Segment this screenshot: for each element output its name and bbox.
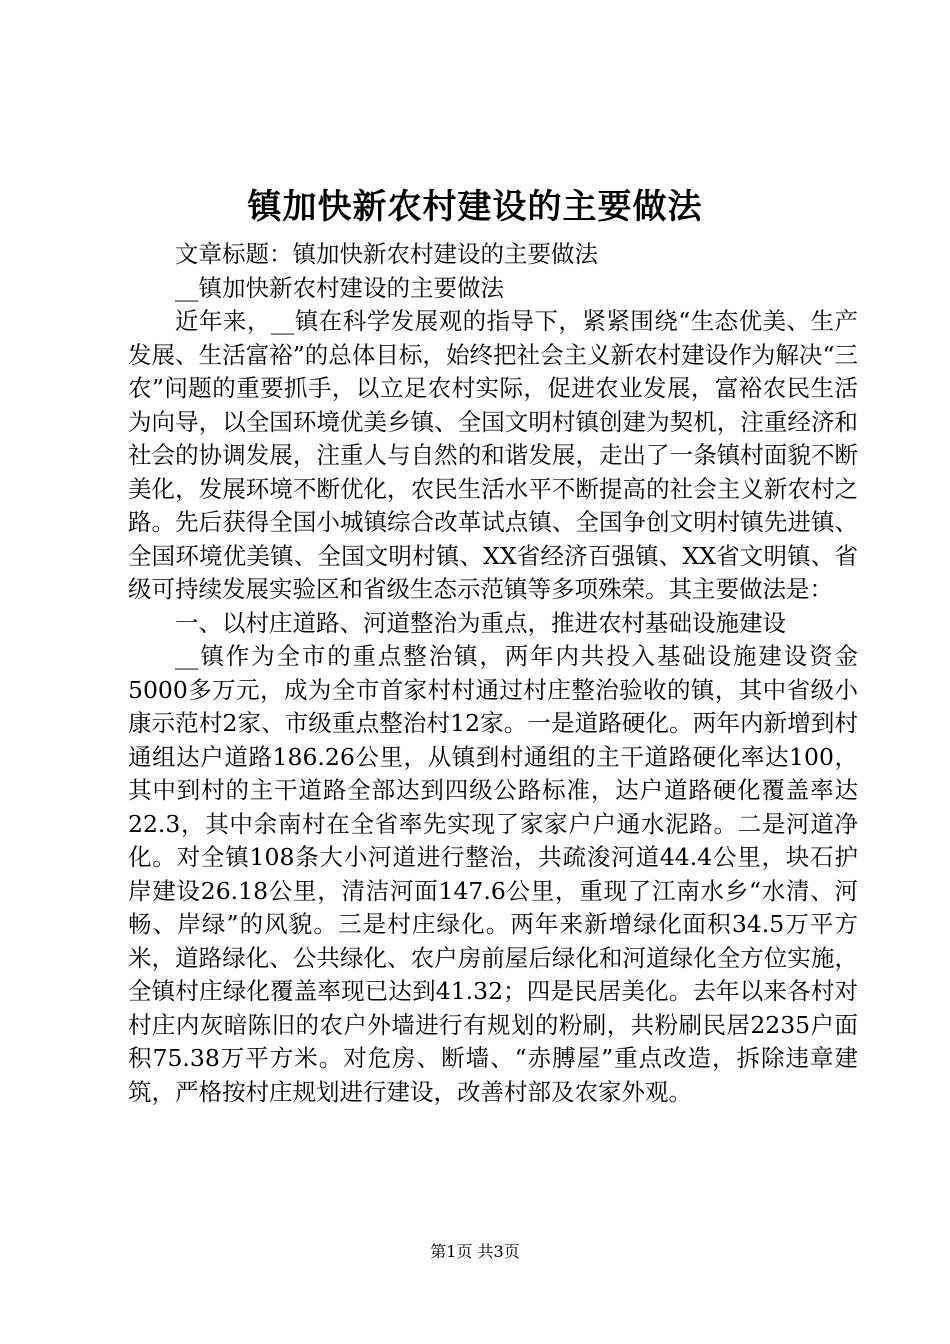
page-footer: 第1页 共3页: [430, 1242, 520, 1261]
article-title-line: 文章标题：镇加快新农村建设的主要做法: [175, 240, 598, 268]
intro-paragraph: 近年来，__镇在科学发展观的指导下，紧紧围绕“生态优美、生产发展、生活富裕”的总体目标，始终把社会主义新农村建设作为解决“三农”问题的重要抓手，以立足农村实际，促进农业发展，富裕农民生活为向导，以全国环境优美乡镇、全国文明村镇创建为契机，注重经济和社会的协调发展，注重人与自然的和谐发展，走出了一条镇村面貌不断美化，发展环境不断优化，农民生活水平不断提高的社会主义新农村之路。先后获得全国小城镇综合改革试点镇、全国争创文明村镇先进镇、全国环境优美镇、全国文明村镇、XX省经济百强镇、XX省文明镇、省级可持续发展实验区和省级生态示范镇等多项殊荣。其主要做法是：: [128, 307, 858, 603]
section-heading: 一、以村庄道路、河道整治为重点，推进农村基础设施建设: [175, 608, 786, 637]
document-body: [128, 238, 858, 1109]
section-paragraph: __镇作为全市的重点整治镇，两年内共投入基础设施建设资金5000多万元，成为全市首家村村通过村庄整治验收的镇，其中省级小康示范村2家、市级重点整治村12家。一是道路硬化。两年内新增到村通组达户道路186.26公里，从镇到村通组的主干道路硬化率达100，其中到村的主干道路全部达到四级公路标准，达户道路硬化覆盖率达22.3，其中余南村在全省率先实现了家家户户通水泥路。二是河道净化。对全镇108条大小河道进行整治，共疏浚河道44.4公里，块石护岸建设26.18公里，清洁河面147.6公里，重现了江南水乡“水清、河畅、岸绿”的风貌。三是村庄绿化。两年来新增绿化面积34.5万平方米，道路绿化、公共绿化、农户房前屋后绿化和河道绿化全方位实施，全镇村庄绿化覆盖率现已达到41.32；四是民居美化。去年以来各村对村庄内灰暗陈旧的农户外墙进行有规划的粉刷，共粉刷民居2235户面积75.38万平方米。对危房、断墙、“赤膊屋”重点改造，拆除违章建筑，严格按村庄规划进行建设，改善村部及农家外观。: [128, 642, 858, 1106]
subtitle-line: __镇加快新农村建设的主要做法: [175, 273, 504, 302]
document-title: 镇加快新农村建设的主要做法: [247, 187, 703, 227]
